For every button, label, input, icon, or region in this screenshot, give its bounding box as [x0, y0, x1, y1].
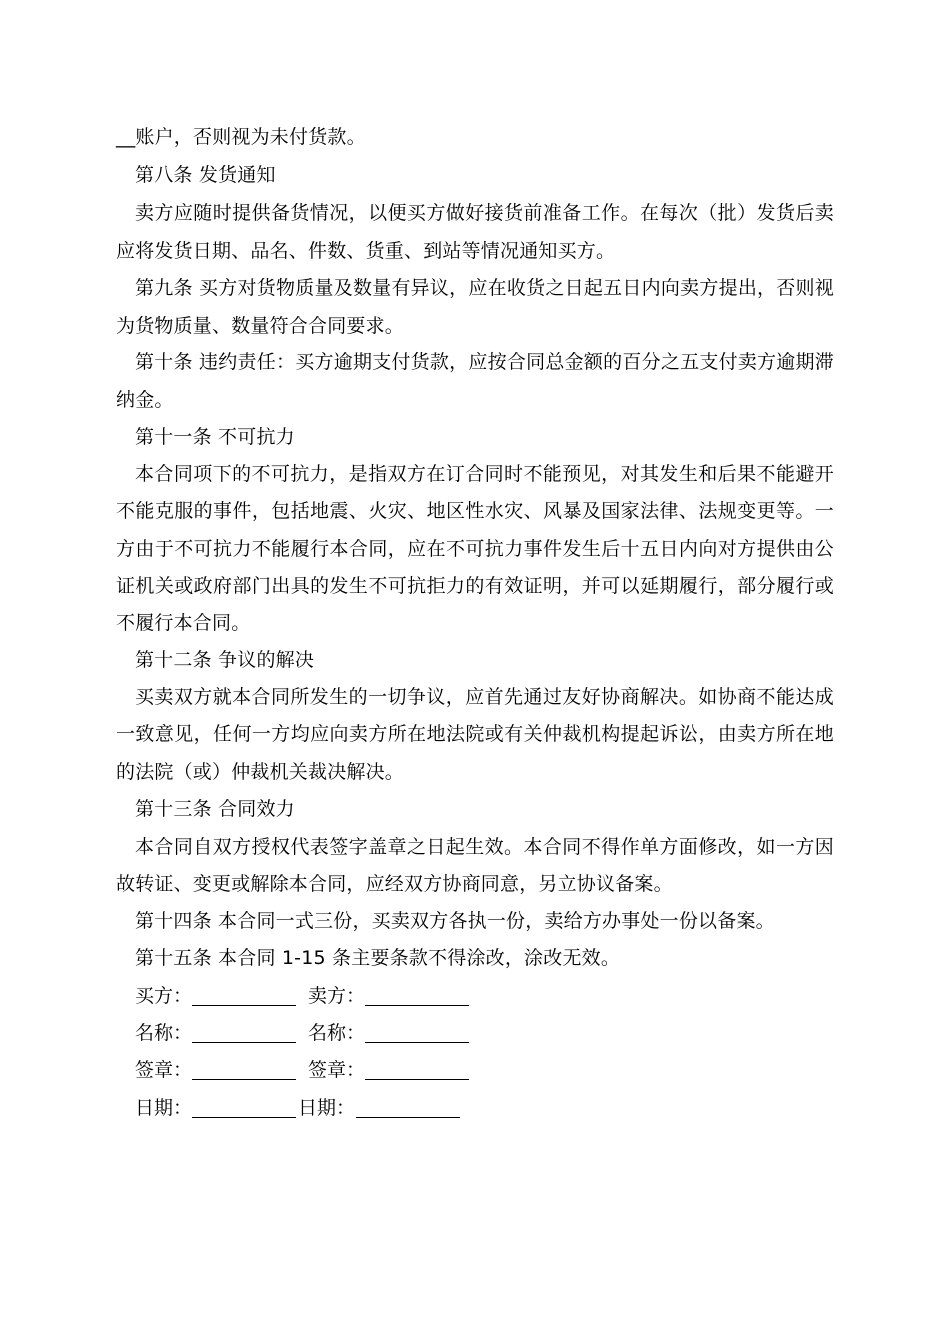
name-blank-left [192, 1042, 296, 1043]
buyer-blank [192, 1005, 296, 1006]
text-line: 本合同自双方授权代表签字盖章之日起生效。本合同不得作单方面修改，如一方因 [135, 836, 834, 858]
text-line: 方由于不可抗力不能履行本合同，应在不可抗力事件发生后十五日内向对方提供由公 [116, 538, 834, 560]
text-line: 为货物质量、数量符合合同要求。 [116, 315, 405, 337]
text-line: __账户，否则视为未付货款。 [116, 126, 366, 148]
clause-heading: 第十二条 争议的解决 [135, 649, 315, 671]
seal-label-right: 签章： [308, 1059, 366, 1081]
text-line: 卖方应随时提供备货情况，以便买方做好接货前准备工作。在每次（批）发货后卖 [135, 202, 834, 224]
seal-blank-left [192, 1079, 296, 1080]
text-line: 证机关或政府部门出具的发生不可抗拒力的有效证明，并可以延期履行，部分履行或 [116, 575, 834, 597]
date-label-left: 日期： [135, 1097, 193, 1119]
text-line: 买卖双方就本合同所发生的一切争议，应首先通过友好协商解决。如协商不能达成 [135, 686, 834, 708]
date-label-right: 日期： [298, 1097, 356, 1119]
clause-heading: 第十四条 本合同一式三份，买卖双方各执一份，卖给方办事处一份以备案。 [135, 910, 775, 932]
clause-heading: 第十三条 合同效力 [135, 798, 295, 820]
name-blank-right [365, 1042, 469, 1043]
clause-heading: 第十条 违约责任：买方逾期支付货款，应按合同总金额的百分之五支付卖方逾期滞 [135, 351, 834, 373]
date-blank-left [192, 1117, 296, 1118]
buyer-label: 买方： [135, 985, 193, 1007]
text-line: 一致意见，任何一方均应向卖方所在地法院或有关仲裁机构提起诉讼，由卖方所在地 [116, 723, 834, 745]
text-line: 纳金。 [116, 389, 174, 411]
seller-blank [365, 1005, 469, 1006]
text-line: 不履行本合同。 [116, 612, 251, 634]
seal-blank-right [365, 1079, 469, 1080]
name-label-left: 名称： [135, 1022, 193, 1044]
clause-heading: 第九条 买方对货物质量及数量有异议，应在收货之日起五日内向卖方提出，否则视 [135, 277, 834, 299]
text-line: 应将发货日期、品名、件数、货重、到站等情况通知买方。 [116, 240, 616, 262]
text-line: 不能克服的事件，包括地震、火灾、地区性水灾、风暴及国家法律、法规变更等。一 [116, 500, 834, 522]
text-line: 的法院（或）仲裁机关裁决解决。 [116, 761, 405, 783]
text-line: 故转证、变更或解除本合同，应经双方协商同意，另立协议备案。 [116, 873, 673, 895]
clause-heading: 第十五条 本合同 1-15 条主要条款不得涂改，涂改无效。 [135, 947, 621, 969]
clause-heading: 第十一条 不可抗力 [135, 426, 295, 448]
date-blank-right [356, 1117, 460, 1118]
clause-heading: 第八条 发货通知 [135, 164, 276, 186]
seller-label: 卖方： [308, 985, 366, 1007]
seal-label-left: 签章： [135, 1059, 193, 1081]
text-line: 本合同项下的不可抗力，是指双方在订合同时不能预见，对其发生和后果不能避开 [135, 463, 834, 485]
name-label-right: 名称： [308, 1022, 366, 1044]
